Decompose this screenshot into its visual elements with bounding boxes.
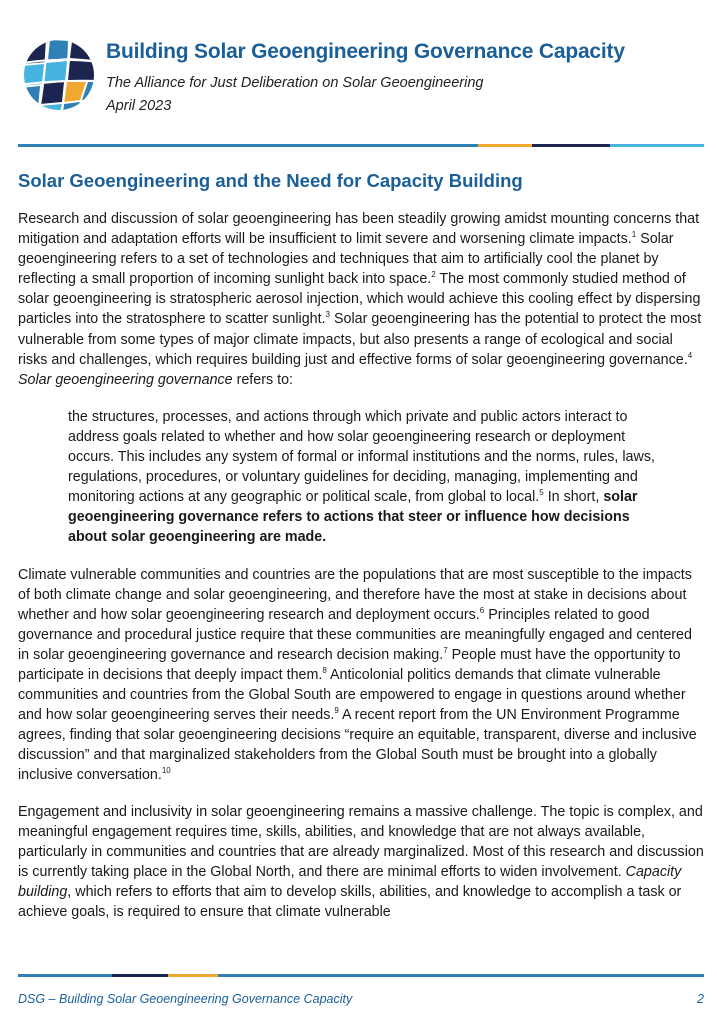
logo-tiles: [18, 38, 100, 112]
footnote-ref[interactable]: 9: [334, 706, 339, 716]
footnote-ref[interactable]: 3: [325, 310, 330, 320]
body-content: [18, 209, 704, 922]
section-heading: Solar Geoengineering and the Need for Capacity Building: [18, 170, 523, 191]
footnote-ref[interactable]: 4: [687, 350, 693, 360]
publication-date: April 2023: [106, 98, 172, 114]
definition-blockquote: the structures, processes, and actions through which private and public actors interact to address goals related to whether and how solar geoengineering research or deployment occurs. This includes any system of formal or informal institutions and the norms, rules, laws, regulations, procedures, or voluntary guidelines for deciding, managing, implementing and monitoring actions at any geographic or political scale, from global to local.$^5$ In short, solar geoengineering governance refers to actions that steer or influence how decisions about solar geoengineering are made.: [68, 408, 655, 546]
footnote-ref[interactable]: 1: [631, 230, 637, 240]
term-italic: Solar geoengineering governance: [18, 371, 233, 388]
organization-name: The Alliance for Just Deliberation on Solar Geoengineering: [106, 75, 484, 91]
footnote-ref[interactable]: 5: [539, 488, 544, 498]
paragraph-intro: Research and discussion of solar geoengineering has been steadily growing amidst mounting concerns that mitigation and adaptation efforts will be insufficient to limit severe and worsening climate impacts.$^1$ Solar geoengineering refers to a set of technologies and techniques that aim to artificially cool the planet by reflecting a small proportion of incoming sunlight back into space.$^2$ The most commonly studied method of solar geoengineering is stratospheric aerosol injection, which would achieve this cooling effect by dispersing particles into the stratosphere to scatter sunlight.$^3$ Solar geoengineering has the potential to protect the most vulnerable from some types of major climate impacts, but also presents a range of ecological and social risks and challenges, which requires building just and effective forms of solar geoengineering governance.$^4$ Solar geoengineering governance refers to:: [18, 211, 702, 388]
paragraph-capacity-building: Engagement and inclusivity in solar geoengineering remains a massive challenge. The topic is complex, and meaningful engagement requires time, skills, abilities, and knowledge that are not always available, particularly in communities and countries that are already marginalized. Most of this research and discussion is currently taking place in the Global North, and there are minimal efforts to widen involvement. Capacity building, which refers to efforts that aim to develop skills, abilities, and knowledge to accomplish a task or achieve goals, is required to ensure that climate vulnerable: [18, 803, 704, 920]
footer-divider: [18, 974, 704, 977]
footnote-ref[interactable]: 7: [443, 646, 448, 656]
footnote-ref[interactable]: 2: [431, 270, 436, 280]
page-number: 2: [697, 992, 704, 1006]
document-title: Building Solar Geoengineering Governance Capacity: [106, 40, 625, 63]
footnote-ref[interactable]: 8: [322, 666, 327, 676]
footnote-ref[interactable]: 10: [161, 766, 171, 776]
term-italic: Capacity building: [18, 863, 682, 900]
definition-summary-bold: solar geoengineering governance refers to actions that steer or influence how decisions about solar geoengineering are made.: [68, 489, 638, 546]
footnote-ref[interactable]: 6: [479, 605, 485, 615]
paragraph-vulnerable-communities: Climate vulnerable communities and countries are the populations that are most susceptible to the impacts of both climate change and solar geoengineering, and therefore have the most at stake in decisions about whether and how solar geoengineering research and deployment occurs.$^6$ Principles related to good governance and procedural justice require that these communities are meaningfully engaged and centered in solar geoengineering governance and research decision making.$^7$ People must have the opportunity to participate in decisions that deeply impact them.$^8$ Anticolonial politics demands that climate vulnerable communities and countries from the Global South are empowered to engage in questions around whether and how solar geoengineering serves their needs.$^9$ A recent report from the UN Environment Programme agrees, finding that solar geoengineering decisions “require an equitable, transparent, diverse and inclusive discussion” and that marginalized stakeholders from the Global South must be brought into a globally inclusive conversation.$^{10}$: [18, 566, 697, 784]
footer-running-title: DSG – Building Solar Geoengineering Governance Capacity: [18, 992, 353, 1006]
header-divider: [18, 144, 704, 147]
globe-mosaic-logo: [18, 38, 100, 112]
